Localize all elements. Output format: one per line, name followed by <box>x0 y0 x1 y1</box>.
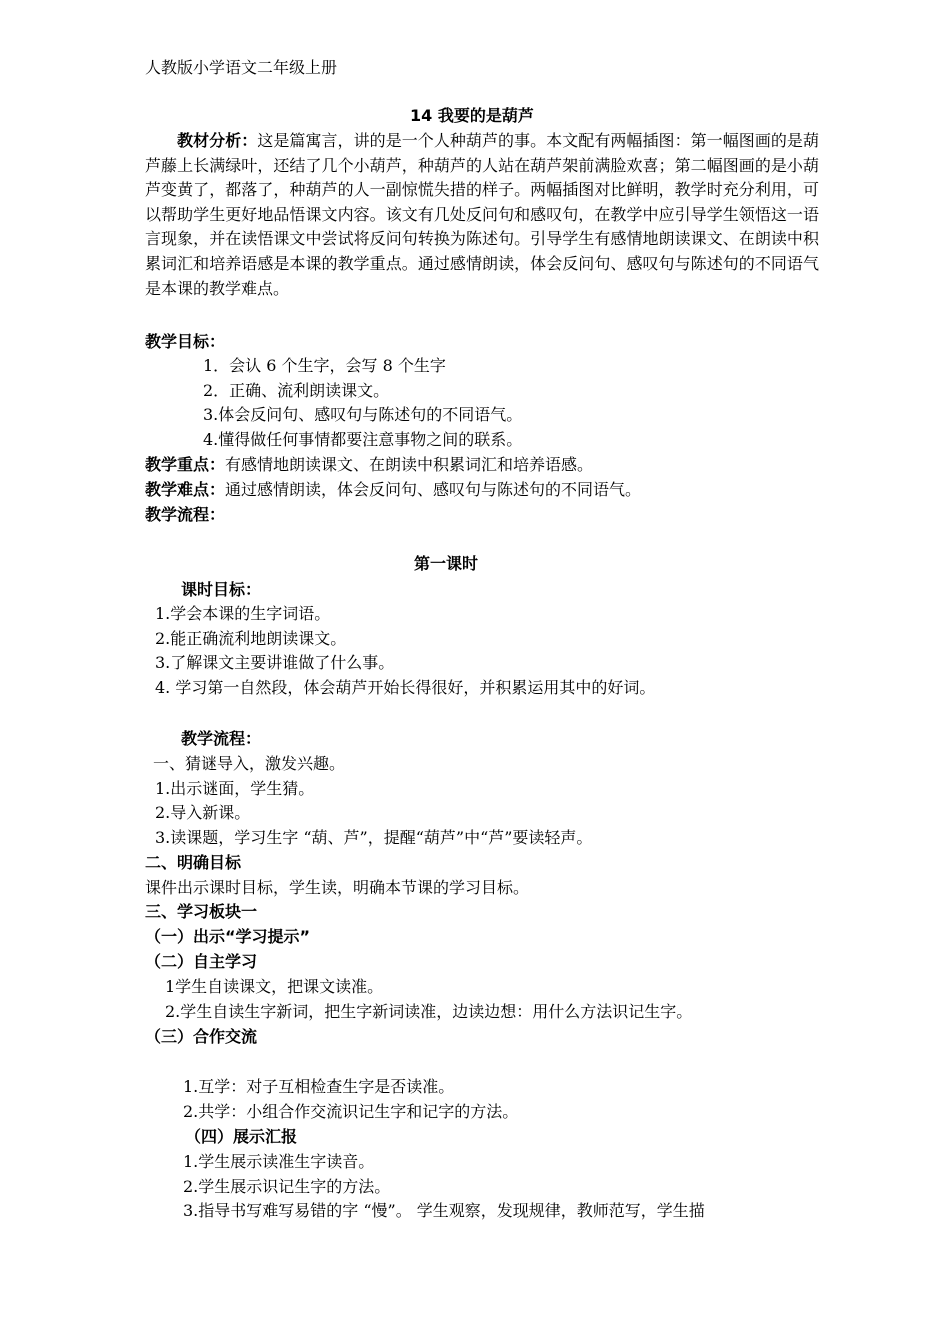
period-goal-item: 2.能正确流利地朗读课文。 <box>155 629 347 648</box>
goal-item: 1．会认 6 个生字，会写 8 个生字 <box>203 356 446 375</box>
difficulty-label: 教学难点： <box>145 480 226 499</box>
analysis-text: 这是篇寓言，讲的是一个人种葫芦的事。本文配有两幅插图：第一幅图画的是葫芦藤上长满绿叶，还结了几个小葫芦，种葫芦的人站在葫芦架前满脸欢喜；第二幅图画的是小葫芦变黄了，都落了，种葫芦的人一副惊慌失措的样子。两幅插图对比鲜明，教学时充分利用，可以帮助学生更好地品悟课文内容。该文有几处反问句和感叹句，在教学中应引导学生领悟这一语言现象，并在读悟课文中尝试将反问句转换为陈述句。引导学生有感情地朗读课文、在朗读中积累词汇和培养语感是本课的教学重点。通过感情朗读，体会反问句、感叹句与陈述句的不同语气是本课的教学难点。 <box>145 131 819 298</box>
subsection-1-title: （一）出示“学习提示” <box>145 927 311 946</box>
goal-item: 2．正确、流利朗读课文。 <box>203 381 390 400</box>
difficulty-text: 通过感情朗读，体会反问句、感叹句与陈述句的不同语气。 <box>225 480 642 499</box>
section-1-item: 3.读课题，学习生字 “葫、芦”，提醒“葫芦”中“芦”要读轻声。 <box>155 828 593 847</box>
period-title: 第一课时 <box>414 554 479 573</box>
process-label: 教学流程： <box>145 505 226 524</box>
subsection-4-item: 3.指导书写难写易错的字 “慢”。 学生观察，发现规律，教师范写，学生描 <box>183 1201 705 1220</box>
subsection-3-title: （三）合作交流 <box>145 1027 258 1046</box>
subsection-2-title: （二）自主学习 <box>145 952 258 971</box>
goal-item: 3.体会反问句、感叹句与陈述句的不同语气。 <box>203 405 523 424</box>
period-goal-item: 4. 学习第一自然段，体会葫芦开始长得很好，并积累运用其中的好词。 <box>155 678 656 697</box>
period-process-label: 教学流程： <box>181 729 262 748</box>
section-3-title: 三、学习板块一 <box>145 902 258 921</box>
key-point <box>145 453 593 478</box>
goals-label: 教学目标： <box>145 332 226 351</box>
lesson-title: 14 我要的是葫芦 <box>410 106 534 125</box>
period-goal-item: 3.了解课文主要讲谁做了什么事。 <box>155 653 395 672</box>
section-1-title: 一、猜谜导入，激发兴趣。 <box>153 754 346 773</box>
analysis-label: 教材分析： <box>177 131 258 150</box>
subsection-4-item: 2.学生展示识记生字的方法。 <box>183 1177 391 1196</box>
subsection-3-item: 2.共学：小组合作交流识记生字和记字的方法。 <box>183 1102 519 1121</box>
analysis-paragraph <box>145 129 819 301</box>
goal-item: 4.懂得做任何事情都要注意事物之间的联系。 <box>203 430 523 449</box>
section-1-item: 2.导入新课。 <box>155 803 251 822</box>
section-2-text: 课件出示课时目标，学生读，明确本节课的学习目标。 <box>145 878 530 897</box>
section-2-title: 二、明确目标 <box>145 853 242 872</box>
document-header: 人教版小学语文二年级上册 <box>145 58 338 77</box>
subsection-2-item: 1学生自读课文，把课文读准。 <box>165 977 384 996</box>
key-point-label: 教学重点： <box>145 455 226 474</box>
key-point-text: 有感情地朗读课文、在朗读中积累词汇和培养语感。 <box>225 455 594 474</box>
period-goal-item: 1.学会本课的生字词语。 <box>155 604 331 623</box>
subsection-4-item: 1.学生展示读准生字读音。 <box>183 1152 375 1171</box>
difficulty <box>145 478 641 503</box>
subsection-2-item: 2.学生自读生字新词，把生字新词读准，边读边想：用什么方法识记生字。 <box>165 1002 693 1021</box>
subsection-4-title: （四）展示汇报 <box>185 1127 298 1146</box>
section-1-item: 1.出示谜面，学生猜。 <box>155 779 315 798</box>
period-goals-label: 课时目标： <box>181 580 262 599</box>
subsection-3-item: 1.互学：对子互相检查生字是否读准。 <box>183 1077 455 1096</box>
